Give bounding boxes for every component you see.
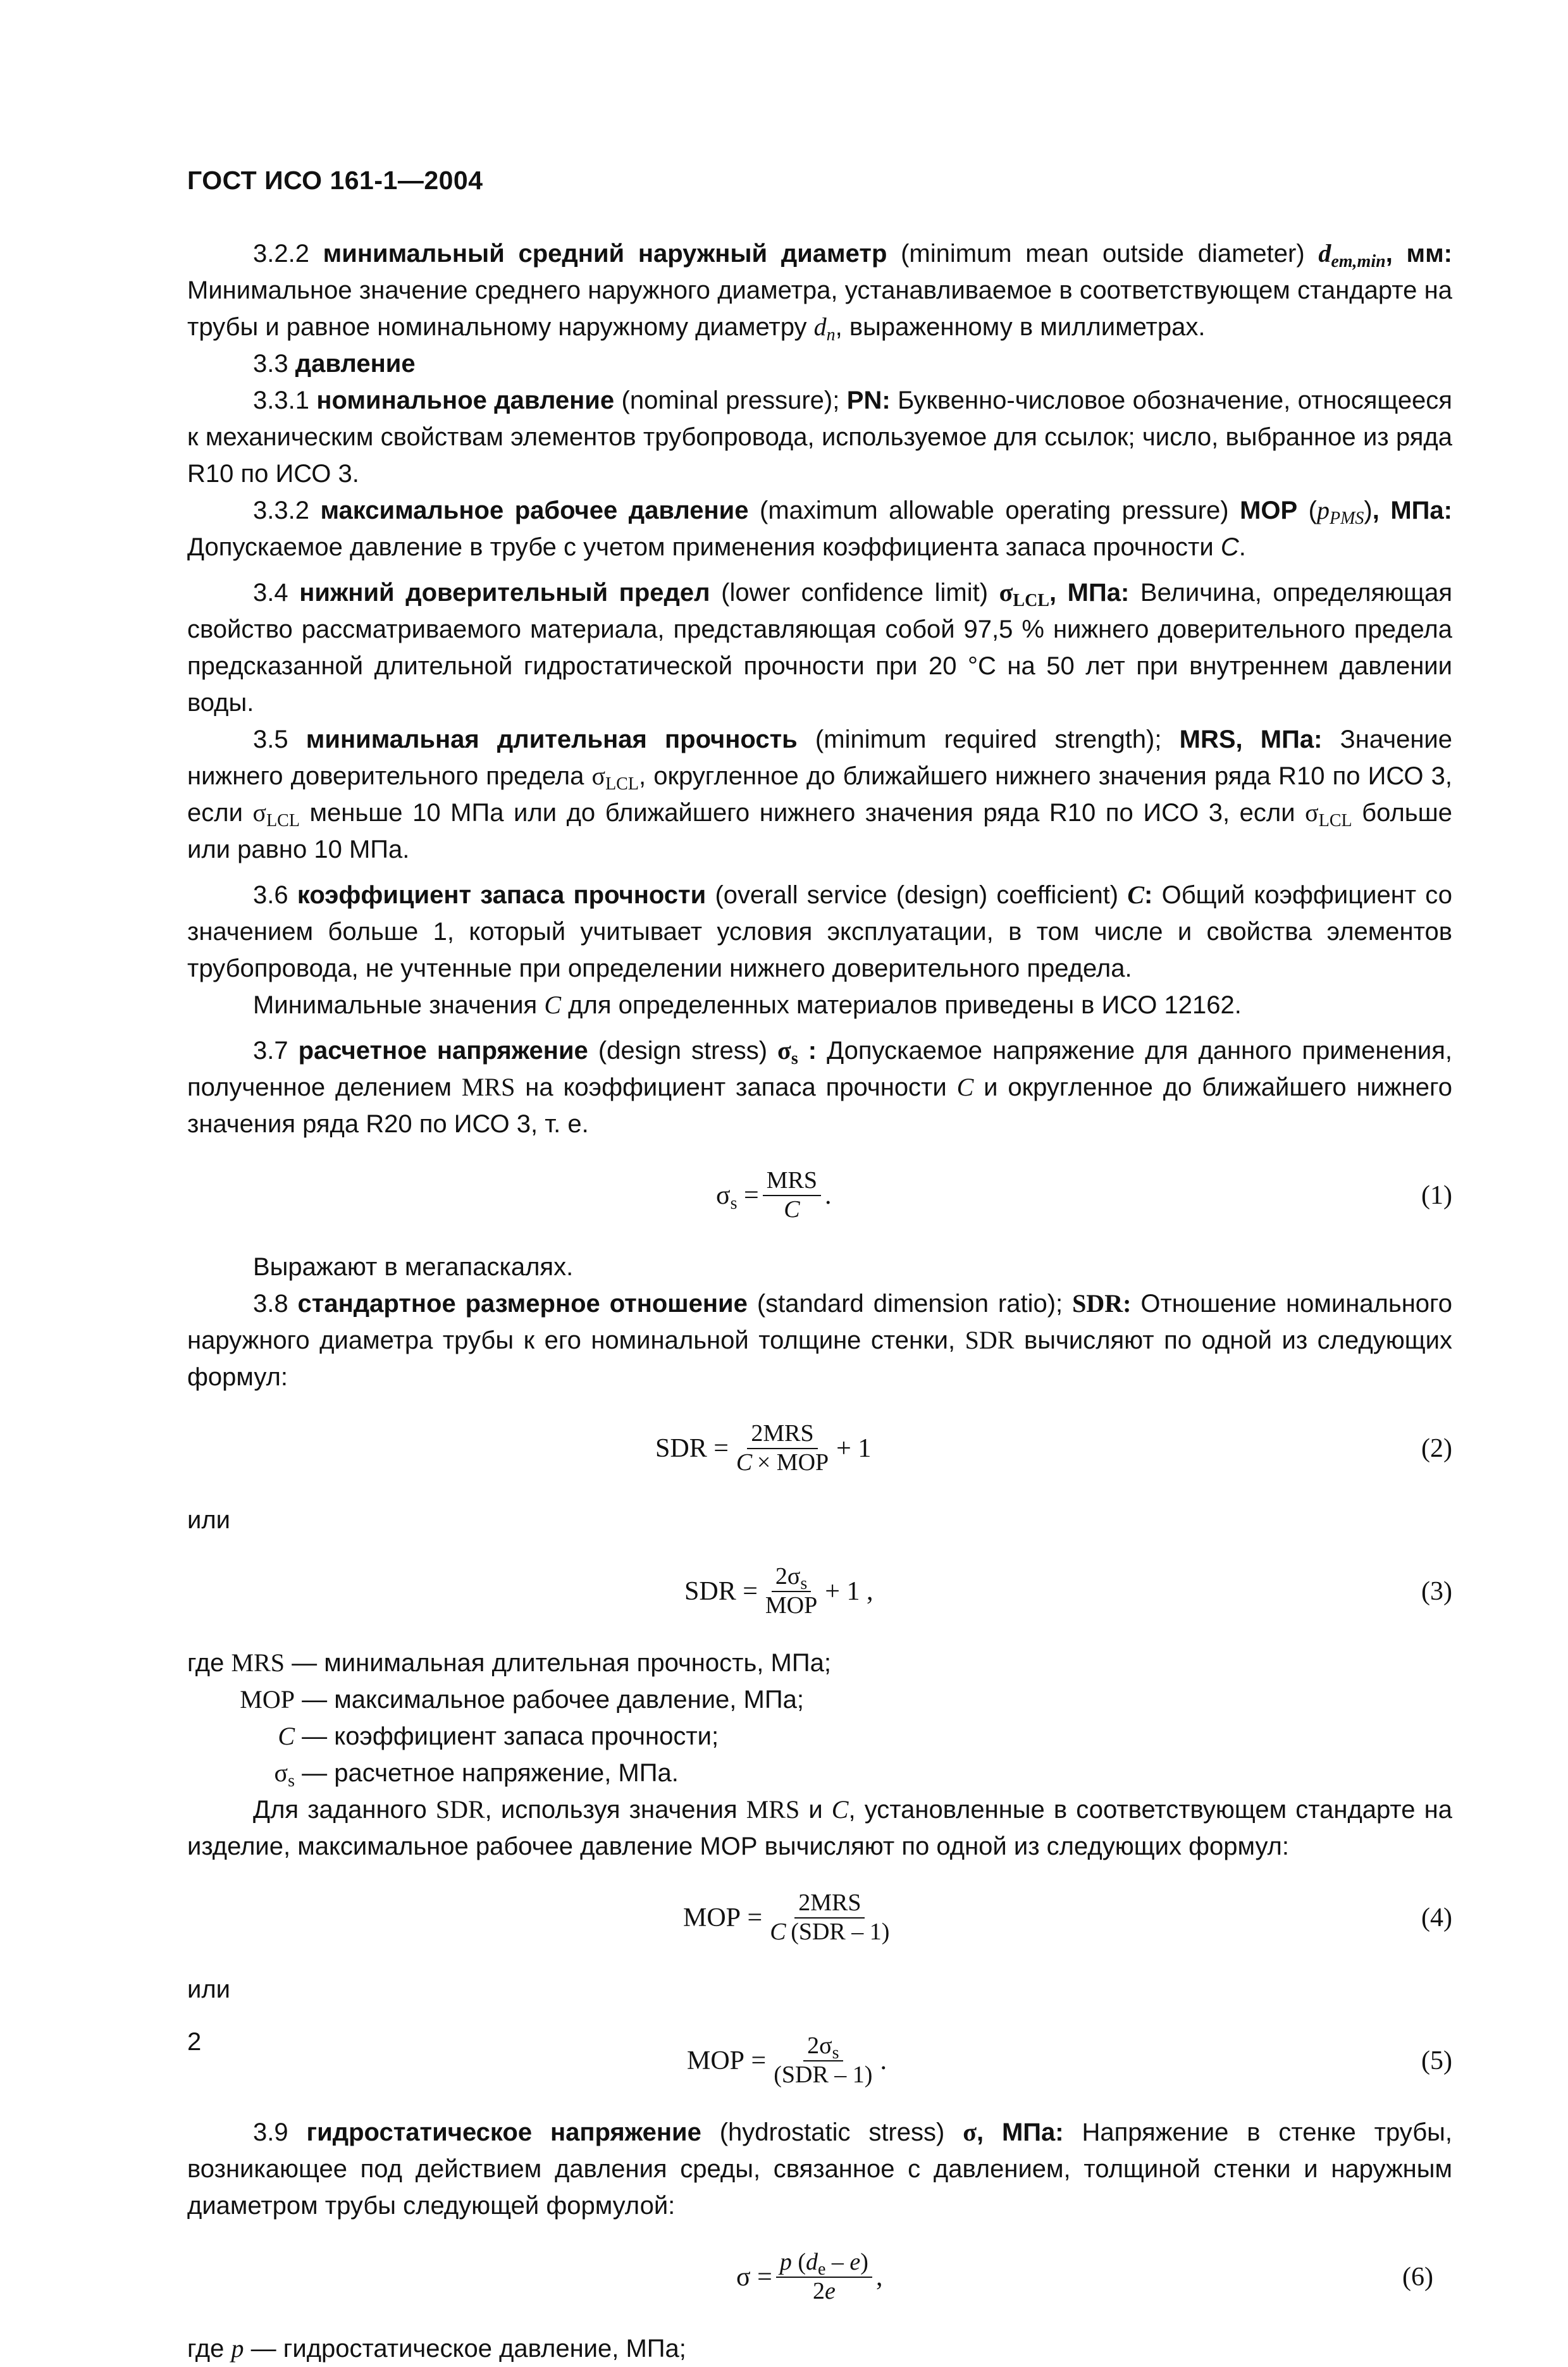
unit: , МПа: [1049, 579, 1130, 607]
definition-3-7 [187, 1032, 1452, 1142]
symbol-sdr: SDR [435, 1795, 485, 1824]
legend-symbol: MRS [231, 1648, 285, 1677]
clause-number: 3.6 [253, 881, 288, 909]
definition-3-3 [187, 345, 1452, 382]
document-header-code: ГОСТ ИСО 161-1—2004 [187, 166, 483, 195]
term: расчетное напряжение [298, 1037, 588, 1065]
formula-number: (3) [1421, 1577, 1452, 1606]
symbol: $\sigma_{LCL}$ [999, 578, 1049, 610]
clause-number: 3.8 [253, 1290, 288, 1318]
fraction: $\frac{2\sigma_s}{\text{MOP}}$ [765, 1563, 818, 1619]
formula-number: (2) [1421, 1434, 1452, 1463]
formula-expression: MOP = $\frac{2\sigma_s}{\text{(SDR – 1)}}$ . [687, 2032, 887, 2088]
formula-number: (6) [1402, 2263, 1433, 2292]
clause-number: 3.7 [253, 1037, 288, 1065]
symbol-c: C [831, 1795, 849, 1824]
symbol: C [1127, 881, 1145, 909]
symbol: $d_{em,min}$ [1318, 239, 1386, 271]
definition-3-3-2: 3.3.2 максимальное рабочее давление (maximum allowable operating pressure) MOP $(p_{PMS})$, МПа: Допускаемое давление в трубе с учетом применения коэффициента запаса прочности C. [187, 496, 1452, 561]
fraction: $\frac{\text{2MRS}}{\text{C (SDR – 1)}}$ [770, 1889, 890, 1945]
definition-text: Допускаемое напряжение для данного применения, полученное делением [187, 1037, 1452, 1101]
symbol-c: C [1220, 533, 1239, 561]
clause-number: 3.3.1 [253, 386, 309, 414]
definition-3-3-1 [187, 382, 1452, 492]
definition-text: Буквенно-числовое обозначение, относящееся к механическим свойствам элементов трубопровода, используемое для ссылок; число, выбранное из ряда R10 по ИСО 3. [187, 386, 1452, 488]
formula-expression: SDR = $\frac{2\sigma_s}{\text{MOP}}$ + 1 , [684, 1563, 874, 1619]
formula-2 [187, 1409, 1452, 1488]
abbreviation: MRS, МПа: [1179, 726, 1323, 753]
fraction: $\frac{\text{MRS}}{C}$ [763, 1168, 821, 1223]
note-text: Минимальные значения [253, 991, 538, 1019]
clause-number: 3.5 [253, 726, 288, 753]
symbol-sdr: SDR [965, 1326, 1015, 1354]
formula-number: (4) [1421, 1903, 1452, 1932]
term: номинальное давление [316, 386, 615, 414]
definition-text: вычисляют по одной из следующих формул: [187, 1326, 1452, 1391]
symbol: $\sigma_{LCL}$ [252, 798, 300, 831]
symbol-mrs: MRS [461, 1073, 515, 1101]
unit: , МПа: [1372, 497, 1452, 524]
term-english: (design stress) [598, 1037, 768, 1065]
legend-row [187, 1718, 1452, 1755]
symbol: $p_{PMS}$ [1316, 496, 1364, 528]
definition-3-9 [187, 2114, 1452, 2224]
fraction: $\frac{p (d_e - e)}{2e}$ [776, 2250, 872, 2304]
term: гидростатическое напряжение [306, 2118, 701, 2146]
formula-expression: MOP = $\frac{\text{2MRS}}{\text{C (SDR – 1)}}$ [683, 1879, 897, 1957]
definition-3-6 [187, 877, 1452, 987]
colon: : [1144, 881, 1153, 909]
period: . [1238, 533, 1246, 561]
legend-symbol: MOP [240, 1685, 295, 1714]
definition-text: Минимальное значение среднего наружного диаметра, устанавливаемое в соответствующем стандарте на трубы и равное номинальному наружному диаметру [187, 276, 1452, 341]
formula-expression: σ = $\frac{p (d_e - e)}{2e}$ , [736, 2249, 883, 2304]
definition-text: меньше 10 МПа или до ближайшего нижнего значения ряда R10 по ИСО 3, если [309, 799, 1295, 827]
term-english: (lower confidence limit) [721, 579, 989, 607]
symbol-dn: $d_n$ [813, 312, 836, 345]
term-english: (standard dimension ratio); [756, 1290, 1063, 1318]
formula-6 [187, 2238, 1452, 2316]
term-english: (maximum allowable operating pressure) [760, 497, 1229, 524]
definition-text: и округленное до ближайшего нижнего значения ряда R20 по ИСО 3, т. е. [187, 1073, 1452, 1138]
legend-text: — расчетное напряжение, МПа. [302, 1759, 679, 1787]
term: коэффициент запаса прочности [297, 881, 707, 909]
clause-number: 3.4 [253, 579, 288, 607]
document-body [187, 235, 1452, 2367]
clause-number: 3.2.2 [253, 240, 309, 268]
term-english: (minimum mean outside diameter) [901, 240, 1305, 268]
symbol-c: C [544, 991, 562, 1019]
unit: , мм: [1385, 240, 1452, 268]
symbol-c: C [956, 1073, 974, 1101]
definition-3-8 [187, 1285, 1452, 1395]
formula-expression: SDR = $\frac{\text{2MRS}}{\text{C × MOP}}$ + 1 [655, 1420, 872, 1476]
symbol: σ [963, 2118, 977, 2146]
definition-text: больше или равно 10 МПа. [187, 799, 1452, 863]
legend-row [187, 1645, 1452, 1681]
where-word: где [187, 1649, 225, 1677]
formula-1 [187, 1156, 1452, 1235]
term: максимальное рабочее давление [320, 497, 749, 524]
mop-intro: Для заданного SDR, используя значения MRS и C, установленные в соответствующем стандарте на изделие, максимальное рабочее давление МОР вычисляют по одной из следующих формул: [187, 1795, 1452, 1860]
fraction: $\frac{2\sigma_s}{\text{(SDR – 1)}}$ [774, 2032, 873, 2088]
formula-4 [187, 1879, 1452, 1957]
abbreviation: PN: [846, 386, 891, 414]
where-word: где [187, 2335, 225, 2363]
formula-5 [187, 2022, 1452, 2100]
term: минимальный средний наружный диаметр [323, 240, 887, 268]
symbol-mrs: MRS [746, 1795, 800, 1824]
legend-row [187, 1755, 1452, 1791]
symbol: $\sigma_{LCL}$ [591, 762, 639, 794]
term-english: (nominal pressure); [621, 386, 840, 414]
clause-number: 3.3 [253, 350, 288, 378]
term: нижний доверительный предел [299, 579, 710, 607]
clause-number: 3.3.2 [253, 497, 309, 524]
note-min-values [187, 987, 1452, 1023]
symbol: $\sigma_s$ [777, 1036, 798, 1068]
symbol: $\sigma_{LCL}$ [1305, 798, 1352, 831]
formula-expression: $\sigma_s$ = $\frac{\text{MRS}}{C}$ . [716, 1167, 832, 1223]
formula-3 [187, 1552, 1452, 1631]
term-english: (hydrostatic stress) [719, 2118, 945, 2146]
term: минимальная длительная прочность [306, 726, 798, 753]
fraction: $\frac{\text{2MRS}}{\text{C × MOP}}$ [736, 1420, 829, 1476]
clause-number: 3.9 [253, 2118, 288, 2146]
legend-symbol: C [278, 1722, 295, 1750]
definition-text: Допускаемое давление в трубе с учетом применения коэффициента запаса прочности [187, 533, 1214, 561]
definition-3-4 [187, 574, 1452, 721]
term: давление [295, 350, 416, 378]
legend-row [187, 1681, 1452, 1718]
definition-text: Значение нижнего доверительного предела [187, 726, 1452, 790]
definition-3-5 [187, 721, 1452, 868]
definition-text: Напряжение в стенке трубы, возникающее под действием давления среды, связанное с давлением, толщиной стенки и наружным диаметром трубы следующей формулой: [187, 2118, 1452, 2220]
term: стандартное размерное отношение [297, 1290, 748, 1318]
unit: , МПа: [976, 2118, 1064, 2146]
definition-text: Отношение номинального наружного диаметра трубы к его номинальной толщине стенки, [187, 1290, 1452, 1354]
or-text: или [187, 1975, 231, 2003]
legend-text: — максимальное рабочее давление, МПа; [302, 1686, 804, 1714]
legend-text: — коэффициент запаса прочности; [302, 1722, 719, 1750]
symbol-legend [187, 1645, 1452, 1791]
term-english: (overall service (design) coefficient) [715, 881, 1119, 909]
definition-text: , округленное до ближайшего нижнего значения ряда R10 по ИСО 3, если [187, 762, 1452, 827]
definition-text: на коэффициент запаса прочности [525, 1073, 947, 1101]
units-note: Выражают в мегапаскалях. [253, 1253, 574, 1281]
formula-number: (5) [1421, 2046, 1452, 2075]
page-number: 2 [187, 2028, 202, 2056]
colon: : [808, 1037, 817, 1065]
abbreviation: SDR: [1072, 1289, 1132, 1318]
definition-text: Общий коэффициент со значением больше 1, который учитывает условия эксплуатации, в том числе и свойства элементов трубопровода, не учтенные при определении нижнего доверительного предела. [187, 881, 1453, 982]
abbreviation: MOP [1240, 497, 1298, 524]
term-english: (minimum required strength); [815, 726, 1162, 753]
legend-text: — минимальная длительная прочность, МПа; [292, 1649, 831, 1677]
legend-p [187, 2330, 1452, 2367]
legend-text: — гидростатическое давление, МПа; [250, 2335, 686, 2363]
definition-text-end: , выраженному в миллиметрах. [835, 313, 1206, 341]
legend-symbol: p [231, 2334, 244, 2363]
definition-3-2-2 [187, 235, 1452, 345]
note-text: для определенных материалов приведены в ИСО 12162. [568, 991, 1242, 1019]
or-text: или [187, 1506, 231, 1534]
definition-text: Величина, определяющая свойство рассматриваемого материала, представляющая собой 97,5 % нижнего доверительного предела предсказанной длительной гидростатической прочности при 20 °С на 50 лет при внутреннем давлении воды. [187, 579, 1452, 717]
formula-number: (1) [1421, 1181, 1452, 1210]
legend-symbol: $\sigma_s$ [274, 1758, 295, 1791]
